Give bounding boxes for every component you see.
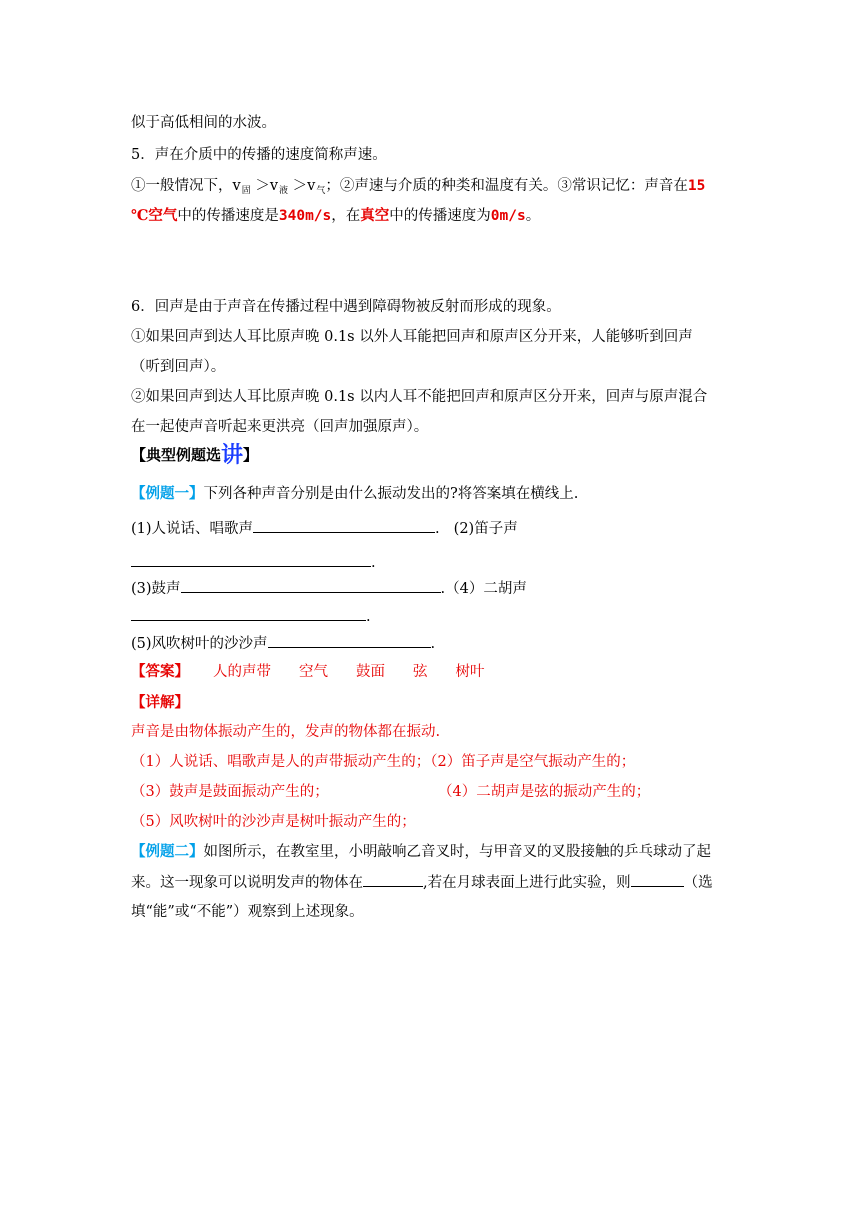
detail-line-3: （5）风吹树叶的沙沙声是树叶振动产生的； bbox=[131, 814, 416, 830]
heading-text: 】 bbox=[243, 446, 259, 464]
example-1-tag: 【例题一】 bbox=[131, 485, 204, 502]
detail-line-0: 声音是由物体振动产生的，发声的物体都在振动. bbox=[131, 724, 441, 740]
point-5-line-2 bbox=[131, 206, 540, 226]
question-text: （选 bbox=[683, 875, 713, 891]
text: ①一般情况下，v bbox=[131, 178, 241, 194]
item-4-label: （4）二胡声 bbox=[445, 581, 527, 597]
answer-3: 鼓面 bbox=[356, 664, 385, 680]
heading-text: 【典型例题选 bbox=[131, 446, 222, 464]
detail-line-1: （1）人说话、唱歌声是人的声带振动产生的；（2）笛子声是空气振动产生的； bbox=[131, 754, 636, 770]
example-1-line-blank-4 bbox=[131, 606, 371, 627]
text: ，在 bbox=[331, 208, 361, 224]
detail-part-3: （3）鼓声是鼓面振动产生的； bbox=[131, 784, 329, 800]
answer-blank-3[interactable] bbox=[181, 578, 441, 593]
detail-part-4: （4）二胡声是弦的振动产生的； bbox=[438, 784, 651, 800]
example-2-line-2 bbox=[131, 872, 713, 893]
question-text: ,若在月球表面上进行此实验，则 bbox=[423, 875, 631, 891]
punct: . bbox=[440, 581, 446, 597]
example-1-item-1-2 bbox=[131, 518, 518, 539]
answer-1: 人的声带 bbox=[213, 664, 271, 680]
punct: . bbox=[371, 555, 376, 571]
example-1-item-5 bbox=[131, 633, 435, 654]
answer-tag: 【答案】 bbox=[131, 663, 189, 680]
answer-4: 弦 bbox=[413, 664, 428, 680]
text: 中的传播速度为 bbox=[389, 208, 491, 224]
answer-blank-2[interactable] bbox=[131, 552, 371, 567]
point-6-line-2: （听到回声）。 bbox=[131, 359, 226, 375]
text: ＞v bbox=[250, 178, 279, 194]
subscript: 气 bbox=[316, 186, 326, 196]
text: ；②声速与介质的种类和温度有关。③常识记忆：声音在 bbox=[325, 178, 688, 194]
answer-blank-4[interactable] bbox=[131, 606, 366, 621]
highlight-temperature: 15 bbox=[687, 178, 706, 194]
text: 中的传播速度是 bbox=[177, 208, 279, 224]
example-1-item-3-4 bbox=[131, 578, 527, 599]
section-heading bbox=[131, 442, 259, 468]
example-1-answer bbox=[131, 662, 485, 682]
text: ＞v bbox=[288, 178, 316, 194]
answer-blank-ex2-1[interactable] bbox=[363, 872, 423, 887]
detail-tag: 【详解】 bbox=[131, 694, 189, 711]
highlight-air: ℃空气 bbox=[131, 207, 178, 224]
point-5-title: 5．声在介质中的传播的速度简称声速。 bbox=[131, 147, 387, 163]
example-2-line-1 bbox=[131, 842, 711, 862]
point-6-line-3: ②如果回声到达人耳比原声晚 0.1s 以内人耳不能把回声和原声区分开来，回声与原声混合 bbox=[131, 389, 708, 405]
punct: . bbox=[430, 636, 436, 652]
answer-blank-5[interactable] bbox=[268, 633, 431, 648]
question-text: 如图所示，在教室里，小明敲响乙音叉时，与甲音叉的叉股接触的乒乓球动了起 bbox=[203, 844, 711, 860]
answer-5: 树叶 bbox=[455, 664, 485, 680]
subscript: 液 bbox=[279, 186, 289, 196]
answer-blank-ex2-2[interactable] bbox=[631, 872, 684, 887]
detail-line-2 bbox=[131, 782, 650, 802]
question-text: 下列各种声音分别是由什么振动发出的?将答案填在横线上. bbox=[203, 486, 579, 502]
example-1-question bbox=[131, 484, 578, 504]
item-1-label: (1)人说话、唱歌声 bbox=[131, 521, 254, 537]
point-5-line-1 bbox=[131, 176, 705, 198]
example-1-line-blank-2 bbox=[131, 552, 376, 573]
question-text: 来。这一现象可以说明发声的物体在 bbox=[131, 875, 363, 891]
paragraph-continuation: 似于高低相间的水波。 bbox=[131, 115, 276, 131]
highlight-zero-speed: 0m/s bbox=[490, 208, 526, 224]
example-2-line-3: 填“能”或“不能”）观察到上述现象。 bbox=[131, 904, 364, 920]
item-3-label: (3)鼓声 bbox=[131, 581, 181, 597]
example-2-tag: 【例题二】 bbox=[131, 843, 204, 860]
point-6-line-1: ①如果回声到达人耳比原声晚 0.1s 以外人耳能把回声和原声区分开来，人能够听到回声 bbox=[131, 329, 693, 345]
point-6-line-4: 在一起使声音听起来更洪亮（回声加强原声）。 bbox=[131, 419, 429, 435]
highlight-vacuum: 真空 bbox=[360, 207, 390, 224]
item-5-label: (5)风吹树叶的沙沙声 bbox=[131, 636, 268, 652]
subscript: 固 bbox=[241, 186, 251, 196]
item-2-label: (2)笛子声 bbox=[453, 521, 518, 537]
text: 。 bbox=[525, 208, 541, 224]
punct: . bbox=[435, 521, 440, 537]
punct: . bbox=[366, 609, 371, 625]
highlight-speed: 340m/s bbox=[278, 208, 332, 224]
answer-blank-1[interactable] bbox=[253, 518, 435, 533]
point-6-title: 6．回声是由于声音在传播过程中遇到障碍物被反射而形成的现象。 bbox=[131, 299, 561, 315]
heading-emphasis: 讲 bbox=[221, 442, 244, 468]
answer-2: 空气 bbox=[299, 664, 328, 680]
